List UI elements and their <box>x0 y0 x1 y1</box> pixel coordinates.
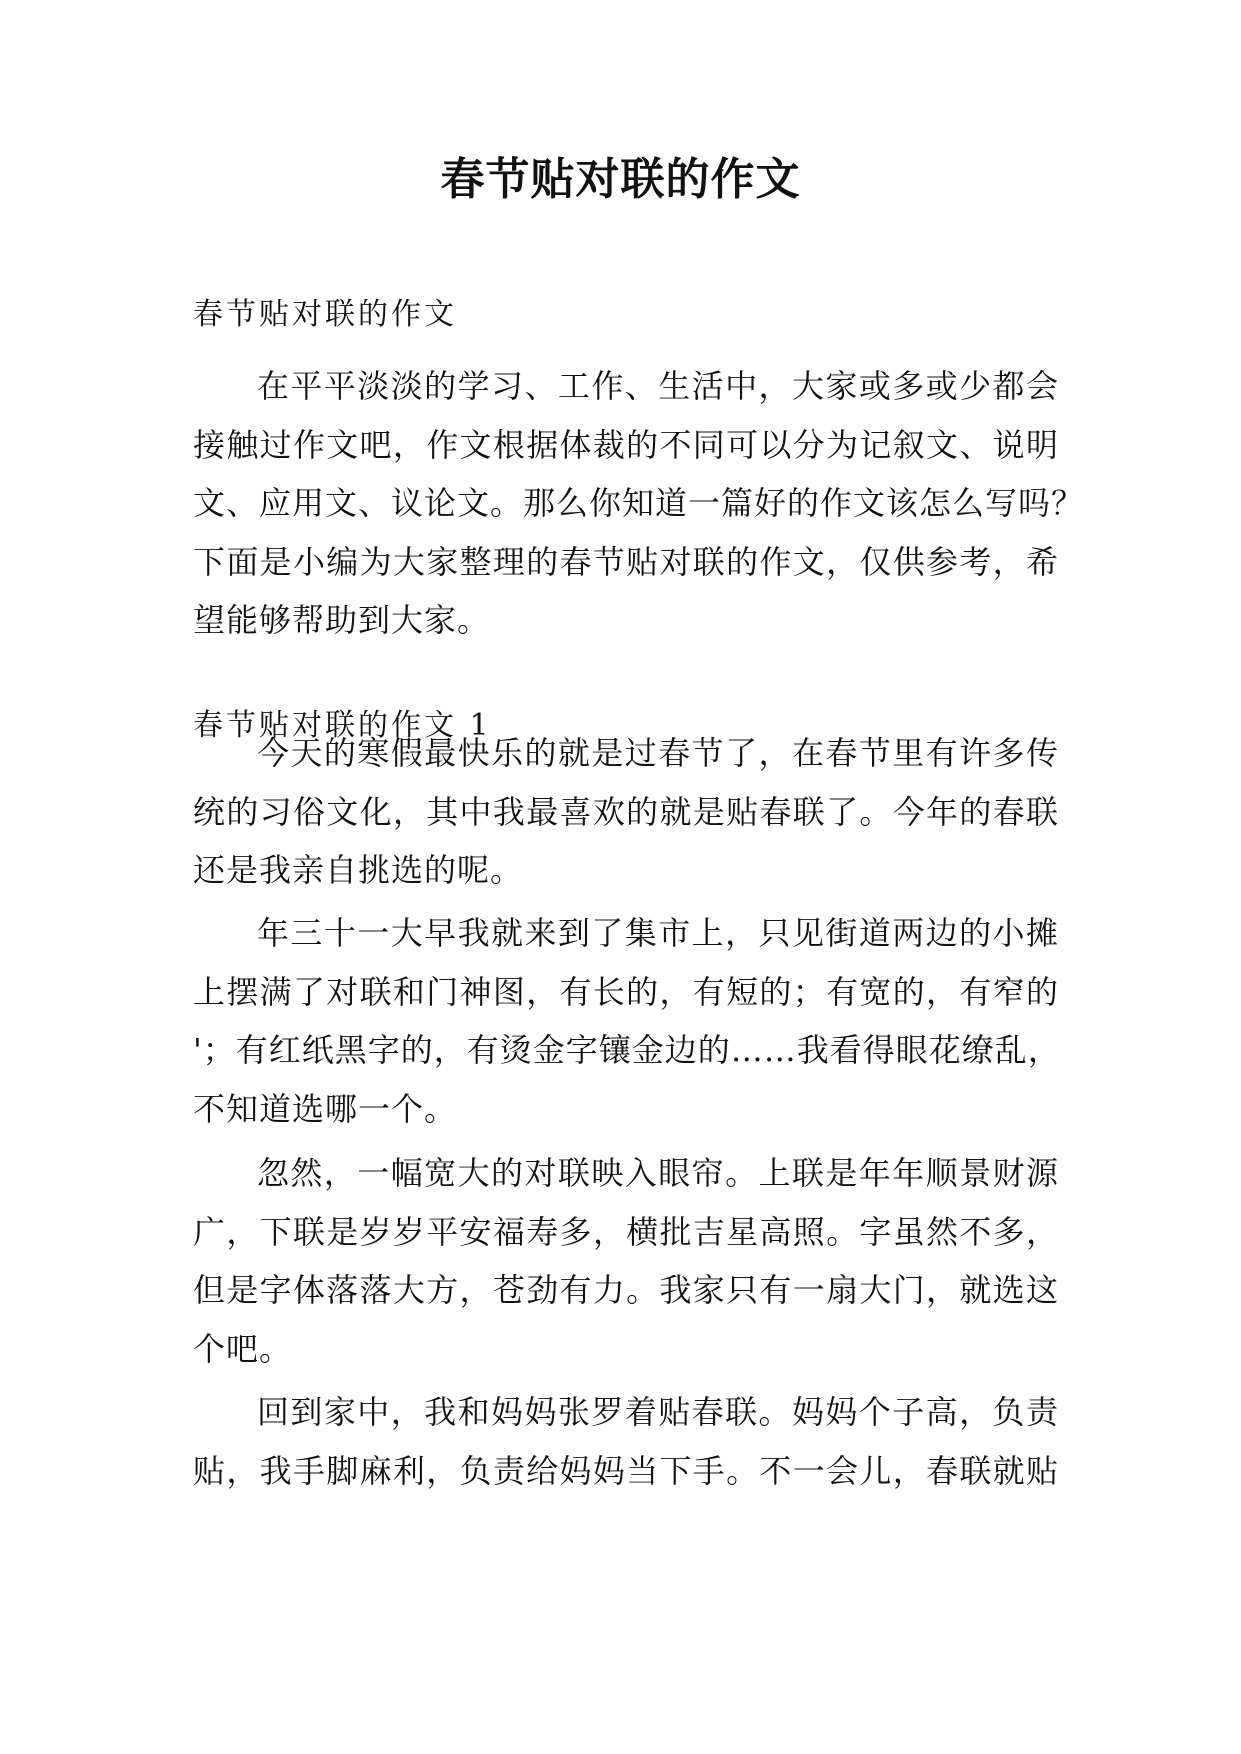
intro-line: 下面是小编为大家整理的春节贴对联的作文，仅供参考，希 <box>193 542 1059 581</box>
intro-line: 在平平淡淡的学习、工作、生活中，大家或多或少都会 <box>257 367 1059 405</box>
document-subtitle: 春节贴对联的作文 <box>193 297 457 332</box>
paragraph-line: 不知道选哪一个。 <box>193 1089 458 1128</box>
intro-line: 望能够帮助到大家。 <box>193 601 491 639</box>
paragraph-2 <box>193 904 1059 1138</box>
paragraph-4 <box>193 1383 1059 1500</box>
paragraph-line: 贴，我手脚麻利，负责给妈妈当下手。不一会儿，春联就贴 <box>193 1451 1059 1490</box>
paragraph-line: 统的习俗文化，其中我最喜欢的就是贴春联了。今年的春联 <box>193 792 1059 831</box>
paragraph-line: 回到家中，我和妈妈张罗着贴春联。妈妈个子高，负责 <box>257 1393 1059 1431</box>
paragraph-line: 今天的寒假最快乐的就是过春节了，在春节里有许多传 <box>257 734 1059 772</box>
paragraph-line: 年三十一大早我就来到了集市上，只见街道两边的小摊 <box>257 914 1059 952</box>
paragraph-1 <box>193 724 1059 900</box>
section-heading: 春节贴对联的作文 1 <box>193 708 492 743</box>
intro-line: 文、应用文、议论文。那么你知道一篇好的作文该怎么写吗？ <box>193 484 1085 522</box>
paragraph-line: 但是字体落落大方，苍劲有力。我家只有一扇大门，就选这 <box>193 1271 1059 1309</box>
paragraph-line: 上摆满了对联和门神图，有长的，有短的；有宽的，有窄的 <box>193 972 1059 1011</box>
intro-line: 接触过作文吧，作文根据体裁的不同可以分为记叙文、说明 <box>193 425 1059 464</box>
paragraph-line: 忽然，一幅宽大的对联映入眼帘。上联是年年顺景财源 <box>257 1154 1059 1192</box>
paragraph-line: '；有红纸黑字的，有烫金字镶金边的……我看得眼花缭乱， <box>193 1031 1061 1069</box>
paragraph-line: 广，下联是岁岁平安福寿多，横批吉星高照。字虽然不多， <box>193 1212 1059 1251</box>
paragraph-line: 还是我亲自挑选的呢。 <box>193 851 524 889</box>
paragraph-line: 个吧。 <box>193 1329 293 1368</box>
intro-paragraph <box>193 357 1085 650</box>
paragraph-3 <box>193 1144 1059 1378</box>
document-title: 春节贴对联的作文 <box>440 154 801 205</box>
